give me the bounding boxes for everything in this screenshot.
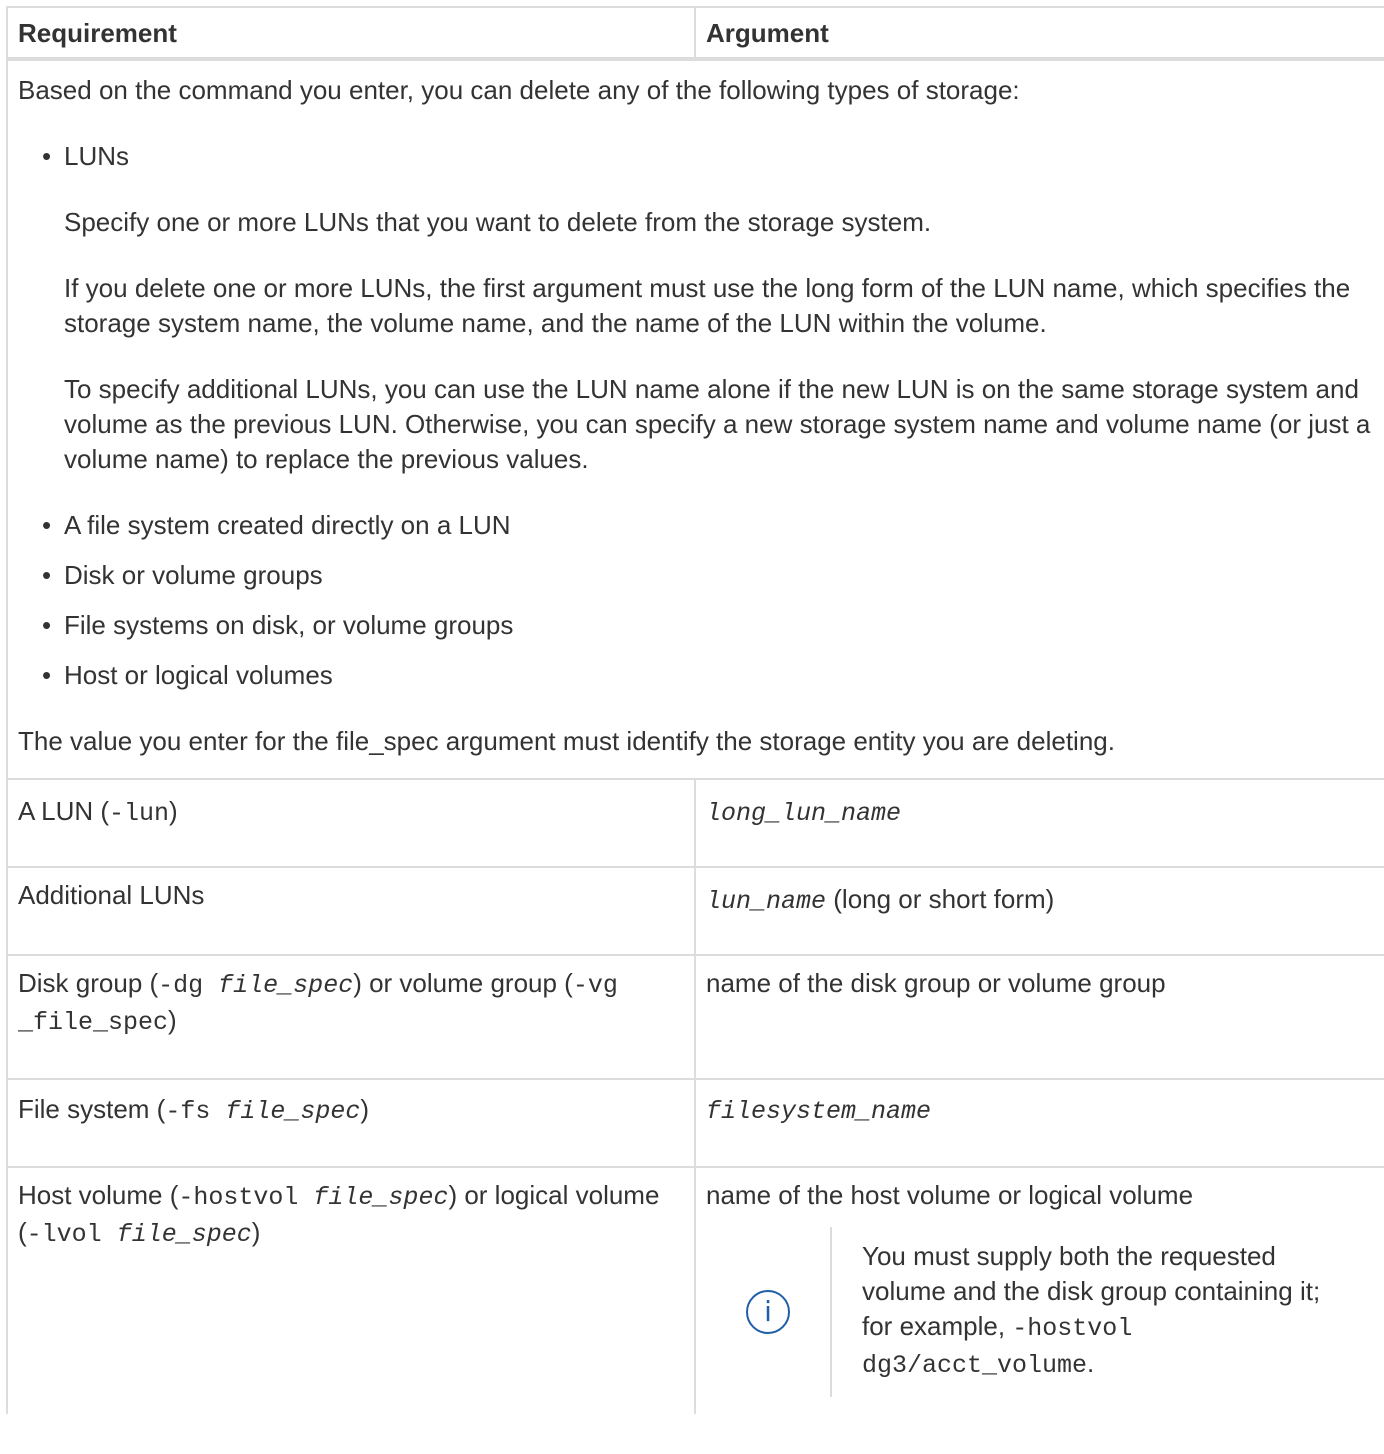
intro-lead: Based on the command you enter, you can delete any of the following types of storage:: [18, 75, 1020, 105]
requirement-cell: Disk group (-dg file_spec) or volume group (-vg _file_spec): [7, 955, 695, 1079]
intro-cell: [7, 59, 1384, 779]
table-row: [7, 1079, 1384, 1167]
argument-cell: [695, 1167, 1384, 1414]
luns-paragraph-3: To specify additional LUNs, you can use the LUN name alone if the new LUN is on the same storage system and volume as the previous LUN. Otherwise, you can specify a new storage system name and volume name (or just a volume name) to replace the previous values.: [64, 374, 1371, 474]
list-item: • Host or logical volumes: [42, 660, 333, 690]
table-row: [7, 955, 1384, 1079]
requirement-cell: A LUN (-lun): [7, 779, 695, 867]
table-row: [7, 867, 1384, 955]
luns-item-label: LUNs: [64, 141, 130, 171]
table-row: [7, 1167, 1384, 1414]
intro-row: [7, 59, 1384, 779]
note-text: You must supply both the requested volume and the disk group containing it; for example, -hostvol dg3/acct_volume.: [830, 1227, 1350, 1397]
list-item: • LUNs Specify one or more LUNs that you want to delete from the storage system. If you delete one or more LUNs, the first argument must use the long form of the LUN name, which specifies the storage system name, the volume name, and the name of the LUN within the volume. To specify additional LUNs, you can use the LUN name alone if the new LUN is on the same storage system and volume as the previous LUN. Otherwise, you can specify a new storage system name and volume name (or just a volume name) to replace the previous values.: [18, 139, 1374, 477]
list-item: • Disk or volume groups: [42, 560, 323, 590]
requirement-cell: Host volume (-hostvol file_spec) or logical volume (-lvol file_spec): [7, 1167, 695, 1414]
info-icon: i: [746, 1290, 790, 1334]
requirement-cell: Additional LUNs: [7, 867, 695, 955]
list-item: • File systems on disk, or volume groups: [42, 610, 514, 640]
argument-text: name of the host volume or logical volume: [706, 1180, 1194, 1210]
argument-cell: name of the disk group or volume group: [695, 955, 1384, 1079]
requirement-cell: File system (-fs file_spec): [7, 1079, 695, 1167]
header-argument: Argument: [695, 7, 1384, 59]
argument-cell: filesystem_name: [695, 1079, 1384, 1167]
note-admonition: [706, 1227, 1374, 1397]
intro-closing: The value you enter for the file_spec argument must identify the storage entity you are deleting.: [18, 726, 1115, 756]
list-item: • A file system created directly on a LUN: [42, 510, 511, 540]
luns-paragraph-1: Specify one or more LUNs that you want to delete from the storage system.: [64, 207, 932, 237]
table-row: [7, 779, 1384, 867]
storage-types-list: [18, 139, 1374, 693]
table-header-row: [7, 7, 1384, 59]
argument-cell: long_lun_name: [695, 779, 1384, 867]
requirements-table: [6, 6, 1384, 1414]
luns-paragraph-2: If you delete one or more LUNs, the first argument must use the long form of the LUN name, which specifies the storage system name, the volume name, and the name of the LUN within the volume.: [64, 273, 1351, 338]
argument-cell: lun_name (long or short form): [695, 867, 1384, 955]
header-requirement: Requirement: [7, 7, 695, 59]
